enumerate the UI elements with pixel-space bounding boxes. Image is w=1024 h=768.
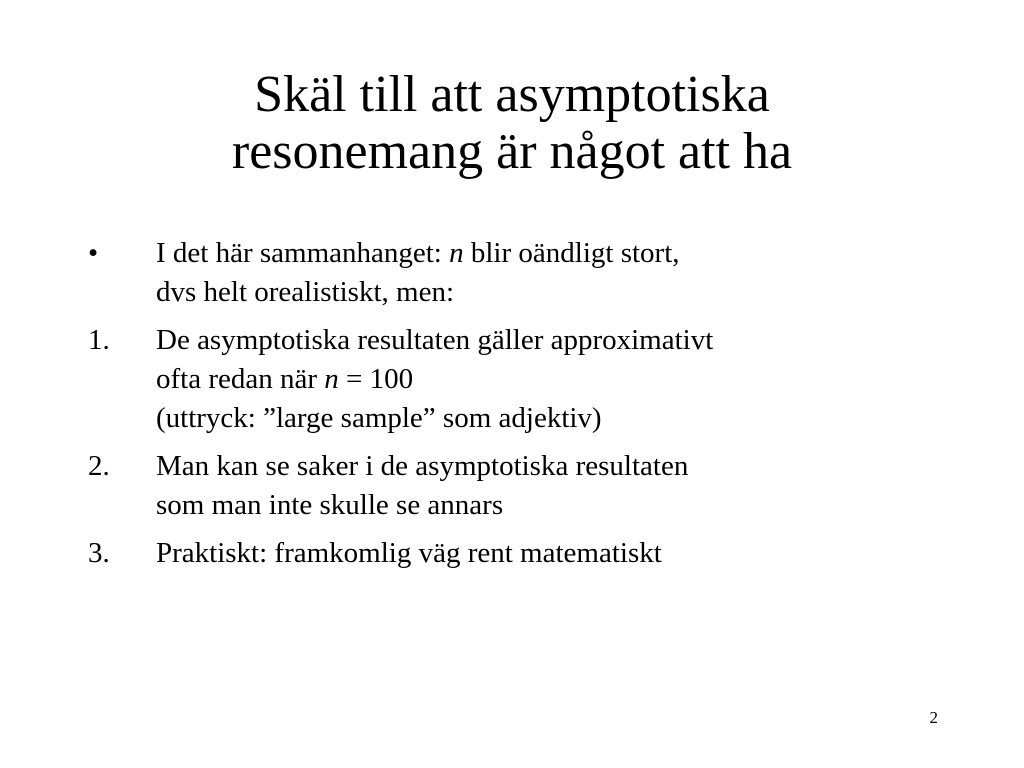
list-item	[88, 321, 968, 438]
slide-title	[0, 66, 1024, 180]
item-line: Praktiskt: framkomlig väg rent matematiskt	[156, 537, 662, 569]
item-text: I det här sammanhanget:	[156, 237, 450, 269]
item-text: = 100	[338, 363, 414, 395]
item-line: som man inte skulle se annars	[156, 489, 504, 521]
item-line: dvs helt orealistiskt, men:	[156, 276, 455, 308]
number-marker: 2.	[88, 450, 110, 482]
item-line: (uttryck: ”large sample” som adjektiv)	[156, 402, 602, 434]
variable-n: n	[324, 363, 339, 395]
list-item	[88, 534, 968, 573]
variable-n: n	[449, 237, 464, 269]
item-line: De asymptotiska resultaten gäller approximativt	[156, 324, 714, 356]
page-number: 2	[929, 708, 938, 727]
list-item	[88, 234, 968, 312]
item-text: ofta redan när	[156, 363, 325, 395]
list-item	[88, 447, 968, 525]
item-line	[156, 360, 968, 399]
number-marker: 1.	[88, 324, 110, 356]
number-marker: 3.	[88, 537, 110, 569]
item-line	[156, 234, 968, 273]
bullet-marker: •	[88, 237, 99, 269]
item-line: Man kan se saker i de asymptotiska resultaten	[156, 450, 689, 482]
slide-title-line-1: Skäl till att asymptotiska	[254, 66, 770, 123]
bullet-list	[88, 234, 968, 582]
slide-title-line-2: resonemang är något att ha	[231, 123, 793, 180]
item-text: blir oändligt stort,	[463, 237, 680, 269]
